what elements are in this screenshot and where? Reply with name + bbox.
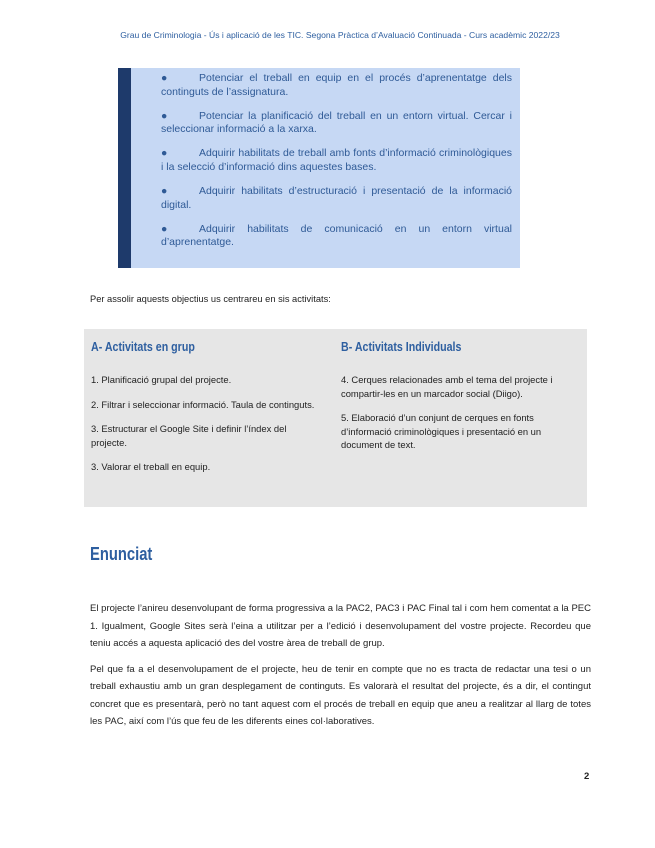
section-title: Enunciat xyxy=(90,544,153,564)
bullet-icon: ● xyxy=(161,72,168,84)
activities-panel xyxy=(84,329,587,507)
group-activities-list xyxy=(91,373,323,485)
list-item: 1. Planificació grupal del projecte. xyxy=(91,374,232,385)
objectives-box xyxy=(118,68,520,268)
objective-item: ● Potenciar la planificació del treball en un entorn virtual. Cercar i seleccionar informació a la xarxa. xyxy=(161,109,512,136)
individual-activities-list xyxy=(341,373,581,463)
section-body xyxy=(90,600,591,739)
paragraph: El projecte l’anireu desenvolupant de forma progressiva a la PAC2, PAC3 i PAC Final tal i com hem comentat a la PEC 1. Igualment, Google Sites serà l’eina a utilitzar per a l’edició i desenvolupament del vostre projecte. Recordeu que teniu accés a aquesta aplicació des del vostre àrea de treball de grup. xyxy=(90,603,591,649)
intro-text: Per assolir aquests objectius us centrareu en sis activitats: xyxy=(90,294,331,304)
bullet-icon: ● xyxy=(161,222,168,235)
list-item: 2. Filtrar i seleccionar informació. Taula de continguts. xyxy=(91,398,315,410)
list-item: 3. Valorar el treball en equip. xyxy=(91,461,211,473)
individual-activities-title: B- Activitats Individuals xyxy=(341,339,462,354)
page-number: 2 xyxy=(584,771,590,782)
paragraph: Pel que fa a el desenvolupament de el projecte, heu de tenir en compte que no es tracta de redactar una tesi o un treball exhaustiu amb un gran desplegament de continguts. Es valorarà el resultat del projecte, és a dir, el contingut concret que es presentarà, però no tant aquest com el procés de treball en equip que aneu a realitzar al llarg de totes les PAC, així com l’ús que feu de les diferents eines col·laboratives. xyxy=(90,663,591,727)
objective-item: ● Potenciar el treball en equip en el procés d’aprenentatge dels continguts de l’assignatura. xyxy=(161,72,512,98)
bullet-icon: ● xyxy=(161,109,168,122)
page-header: Grau de Criminologia - Ús i aplicació de les TIC. Segona Pràctica d’Avaluació Continuada - Curs acadèmic 2022/23 xyxy=(120,30,560,40)
list-item: 3. Estructurar el Google Site i definir l’índex del projecte. xyxy=(91,423,287,448)
list-item: 4. Cerques relacionades amb el tema del projecte i compartir-les en un marcador social (Diigo). xyxy=(341,374,553,399)
objective-item: ● Adquirir habilitats d’estructuració i presentació de la informació digital. xyxy=(161,185,512,211)
list-item: 5. Elaboració d’un conjunt de cerques en fonts d’informació criminològiques i presentació en un document de text. xyxy=(341,412,542,451)
bullet-icon: ● xyxy=(161,147,168,160)
objective-item: ● Adquirir habilitats de comunicació en un entorn virtual d’aprenentatge. xyxy=(161,222,512,249)
bullet-icon: ● xyxy=(161,185,168,198)
objective-item: ● Adquirir habilitats de treball amb fonts d’informació criminològiques i la selecció d’informació dins aquestes bases. xyxy=(161,147,512,173)
group-activities-title: A- Activitats en grup xyxy=(91,339,195,354)
